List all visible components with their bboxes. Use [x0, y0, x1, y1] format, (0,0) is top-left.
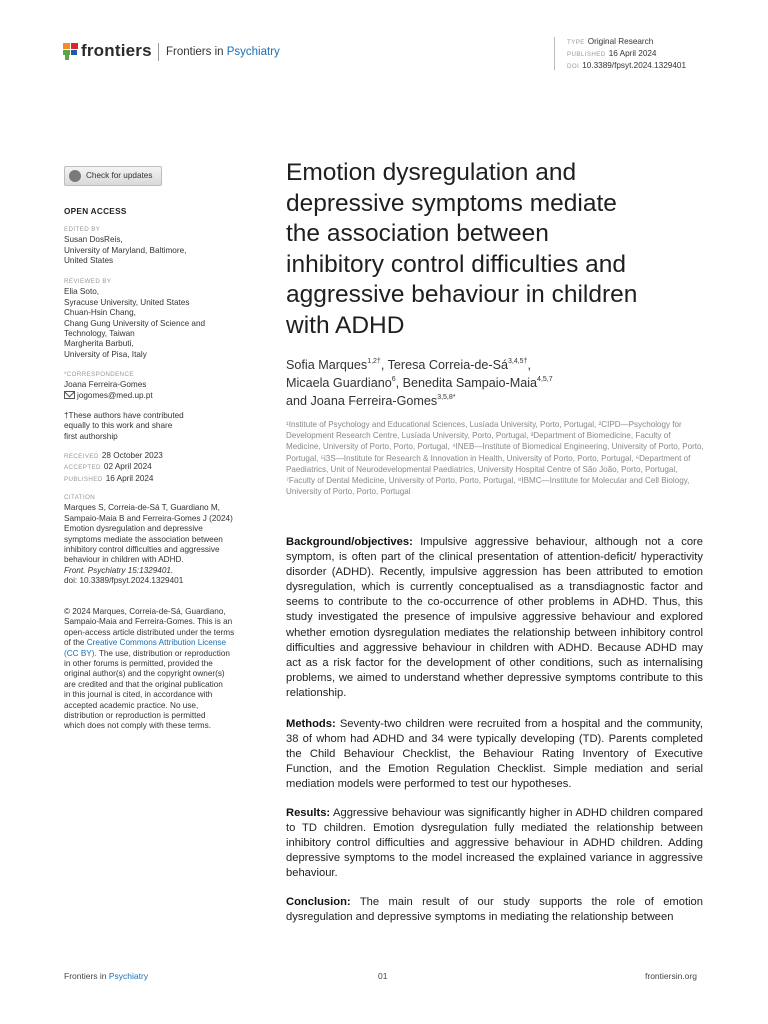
journal-name[interactable]: [166, 46, 280, 58]
reviewer-line: Margherita Barbuti,: [64, 339, 134, 349]
footer-site-link[interactable]: frontiersin.org: [645, 971, 697, 981]
journal-title: Psychiatry: [226, 46, 280, 58]
citation-line: Sampaio-Maia B and Ferreira-Gomes J (2024): [64, 513, 233, 523]
type-value: Original Research: [587, 37, 654, 46]
frontiers-logo-icon: [63, 43, 78, 60]
citation-label: CITATION: [64, 494, 96, 501]
article-title: [286, 158, 716, 341]
received-row: [64, 451, 244, 462]
abstract-text: Seventy-two children were recruited from a hospital and the community, 38 of whom had ADHD and 34 were typically developing (TD). Parents completed the Child Behaviour Checklist, the Behaviour Rating Inventory of Executive Function, and the Emotion Regulation Checklist. Simple mediation and serial mediation models were performed to test our hypotheses.: [286, 718, 703, 791]
license-line: are credited and that the original publication: [64, 679, 223, 689]
published-value: 16 April 2024: [608, 49, 657, 58]
contribution-note: [64, 411, 244, 442]
mail-icon: [64, 391, 75, 399]
citation-block: [64, 493, 244, 587]
accepted-row: [64, 462, 244, 473]
affiliations: ¹Institute of Psychology and Educational Sciences, Lusíada University, Porto, Portugal, ²CIPD—Psychology for Development Research Centre, Lusíada University, Porto, Portugal, ³Department of Biomedicine, Faculty of Medicine, University of Porto, Porto, Portugal, ⁴INEB—Institute of Biomedical Engineering, University of Porto, Porto, Portugal, ⁵i3S—Institute for Research & Innovation in Health, University of Porto, Porto, Portugal, ⁶Department of Paediatrics, Unit of Neurodevelopmental Paediatrics, University Hospital Centre of São João, Porto, Portugal, ⁷Faculty of Dental Medicine, University of Porto, Porto, Portugal, ⁸IBMC—Institute for Molecular and Cell Biology, University of Porto, Porto, Portugal: [286, 420, 704, 497]
reviewed-by-block: [64, 277, 244, 360]
citation-journal: Front. Psychiatry 15:1329401.: [64, 565, 174, 575]
license-post: The use, distribution or reproduction: [96, 648, 230, 658]
open-access-label: OPEN ACCESS: [64, 207, 127, 216]
doi[interactable]: [567, 60, 686, 73]
author-name[interactable]: Benedita Sampaio-Maia: [402, 376, 538, 390]
abstract-label: Results:: [286, 807, 331, 819]
abstract-background: [286, 535, 703, 701]
accepted-value: 02 April 2024: [103, 462, 152, 472]
abstract-text: The main result of our study supports the role of emotion dysregulation and depressive symptoms in mediating the relationship between: [286, 896, 703, 924]
header-divider: [158, 43, 159, 61]
license-line: which does not comply with these terms.: [64, 721, 211, 731]
type-key: TYPE: [567, 39, 585, 46]
correspondence-email[interactable]: jogomes@med.up.pt: [77, 390, 153, 400]
journal-prefix: Frontiers in: [166, 46, 224, 58]
editor-line: Susan DosReis,: [64, 235, 123, 245]
copyright-line: open-access article distributed under the terms: [64, 627, 235, 637]
abstract-conclusion: [286, 895, 703, 925]
edited-by-block: [64, 225, 244, 267]
author-affil: 6: [391, 376, 396, 383]
title-line: depressive symptoms mediate: [286, 189, 617, 217]
license-link[interactable]: Creative Commons Attribution License: [86, 638, 227, 648]
license-line: accepted academic practice. No use,: [64, 700, 199, 710]
footer-journal-name: Psychiatry: [108, 971, 149, 981]
editor-line: United States: [64, 256, 114, 266]
license-line: [64, 638, 244, 648]
citation-line: inhibitory control difficulties and aggressive: [64, 545, 220, 555]
license-line: [64, 649, 244, 659]
title-line: aggressive behaviour in children: [286, 281, 638, 308]
dates-block: [64, 451, 244, 485]
reviewer-line: University of Pisa, Italy: [64, 349, 147, 359]
accepted-key: ACCEPTED: [64, 464, 101, 472]
correspondence-label: *CORRESPONDENCE: [64, 371, 134, 378]
abstract-methods: [286, 717, 703, 792]
title-line: with ADHD: [286, 311, 405, 339]
received-value: 28 October 2023: [101, 451, 163, 460]
title-line: inhibitory control difficulties and: [286, 250, 627, 278]
license-pre: of the: [64, 638, 87, 648]
copyright-block: [64, 607, 244, 732]
footer-journal[interactable]: [64, 971, 148, 981]
abstract-label: Methods:: [286, 718, 336, 730]
abstract-label: Background/objectives:: [286, 536, 413, 548]
received-key: RECEIVED: [64, 453, 99, 460]
update-icon: [69, 170, 81, 182]
reviewer-line: Syracuse University, United States: [64, 297, 190, 307]
editor-line: University of Maryland, Baltimore,: [64, 245, 187, 255]
reviewer-line: Chuan-Hsin Chang,: [64, 308, 136, 318]
author-affil: 4,5,7: [537, 376, 553, 383]
reviewed-by-label: REVIEWED BY: [64, 278, 112, 285]
abstract-results: [286, 806, 703, 881]
author-name[interactable]: Teresa Correia-de-Sá: [387, 358, 508, 372]
license-line: in other forums is permitted, provided the: [64, 659, 213, 669]
page-number: 01: [378, 971, 388, 981]
citation-doi[interactable]: doi: 10.3389/fpsyt.2024.1329401: [64, 576, 184, 586]
citation-line: symptoms mediate the association between: [64, 534, 223, 544]
note-line: equally to this work and share: [64, 421, 173, 431]
published-key: PUBLISHED: [567, 51, 606, 58]
reviewer-line: Elia Soto,: [64, 287, 100, 297]
citation-line: Emotion dysregulation and depressive: [64, 524, 203, 534]
reviewer-line: Technology, Taiwan: [64, 329, 135, 339]
author-affil: 3,5,8*: [437, 394, 456, 401]
copyright-line: Sampaio-Maia and Ferreira-Gomes. This is an: [64, 617, 233, 627]
author-list: Sofia Marques$^{1,2\dagger}$, Teresa Correia-$de-Sá^{3,4,5\dagger}$, Micaela Guardiano$^6$, Benedita Sampaio-Maia$^{4,5,7}$ and Joana Ferreira-Gomes$^{3,5,8*}$: [286, 358, 553, 408]
note-line: †These authors have contributed: [64, 411, 184, 420]
meta-divider: [554, 37, 555, 70]
abstract-label: Conclusion:: [286, 896, 351, 908]
correspondence-email-row[interactable]: [64, 391, 244, 401]
doi-value: 10.3389/fpsyt.2024.1329401: [582, 61, 687, 70]
citation-line: Marques S, Correia-de-Sá T, Guardiano M,: [64, 503, 220, 513]
abstract-text: Aggressive behaviour was significantly higher in ADHD children compared to TD children. Emotion dysregulation fully mediated the relationship between inhibitory control difficulties and aggressive behaviour in ADHD children. Adding depressive symptoms to the model increased the explained variance in aggressive behaviour.: [286, 807, 703, 880]
license-line: original author(s) and the copyright owner(s): [64, 669, 225, 679]
brand-wordmark[interactable]: frontiers: [81, 41, 152, 60]
published-key: PUBLISHED: [64, 475, 103, 483]
check-updates-label: Check for updates: [86, 171, 153, 180]
copyright-line: © 2024 Marques, Correia-de-Sá, Guardiano,: [64, 607, 226, 616]
check-for-updates-button[interactable]: [64, 166, 162, 186]
note-line: first authorship: [64, 431, 118, 441]
author-name[interactable]: Micaela Guardiano: [286, 376, 392, 390]
title-line: the association between: [286, 220, 549, 247]
license-line: distribution or reproduction is permitted: [64, 711, 206, 721]
correspondence-name: Joana Ferreira-Gomes: [64, 380, 147, 390]
citation-line: behaviour in children with ADHD.: [64, 555, 184, 565]
footer-journal-prefix: Frontiers in: [64, 971, 107, 981]
license-line: in this journal is cited, in accordance with: [64, 690, 213, 700]
published-row: [64, 474, 244, 485]
correspondence-block: [64, 370, 244, 401]
edited-by-label: EDITED BY: [64, 226, 101, 233]
reviewer-line: Chang Gung University of Science and: [64, 318, 206, 328]
author-name[interactable]: Sofia Marques: [286, 358, 368, 372]
license-link-cc[interactable]: (CC BY).: [64, 648, 97, 658]
author-affil: 1,2†: [367, 358, 381, 365]
author-name[interactable]: and Joana Ferreira-Gomes: [286, 394, 438, 408]
abstract-text: Impulsive aggressive behaviour, although not a core symptom, is often part of the clinical presentation of attention-deficit/ hyperactivity disorder (ADHD). Recently, impulsive aggression has been attributed to emotion dysregulation, which is currently conceptualised as a transdiagnostic factor and seems to contribute to the co-occurrence of other problems in ADHD. Thus, this study investigated the presence of impulsive aggressive behaviour and explored whether emotion dysregulation mediates the relationship between inhibitory control difficulties and aggressive behaviour in children with ADHD. Because ADHD may act as a risk factor for the development of other conditions, such as internalising problems, we aimed to understand whether depressive symptoms contribute to this relationship.: [286, 536, 703, 699]
title-line: Emotion dysregulation and: [286, 159, 577, 186]
doi-key: DOI: [567, 63, 580, 70]
author-affil: 3,4,5†: [508, 358, 528, 365]
published-value: 16 April 2024: [105, 473, 154, 483]
